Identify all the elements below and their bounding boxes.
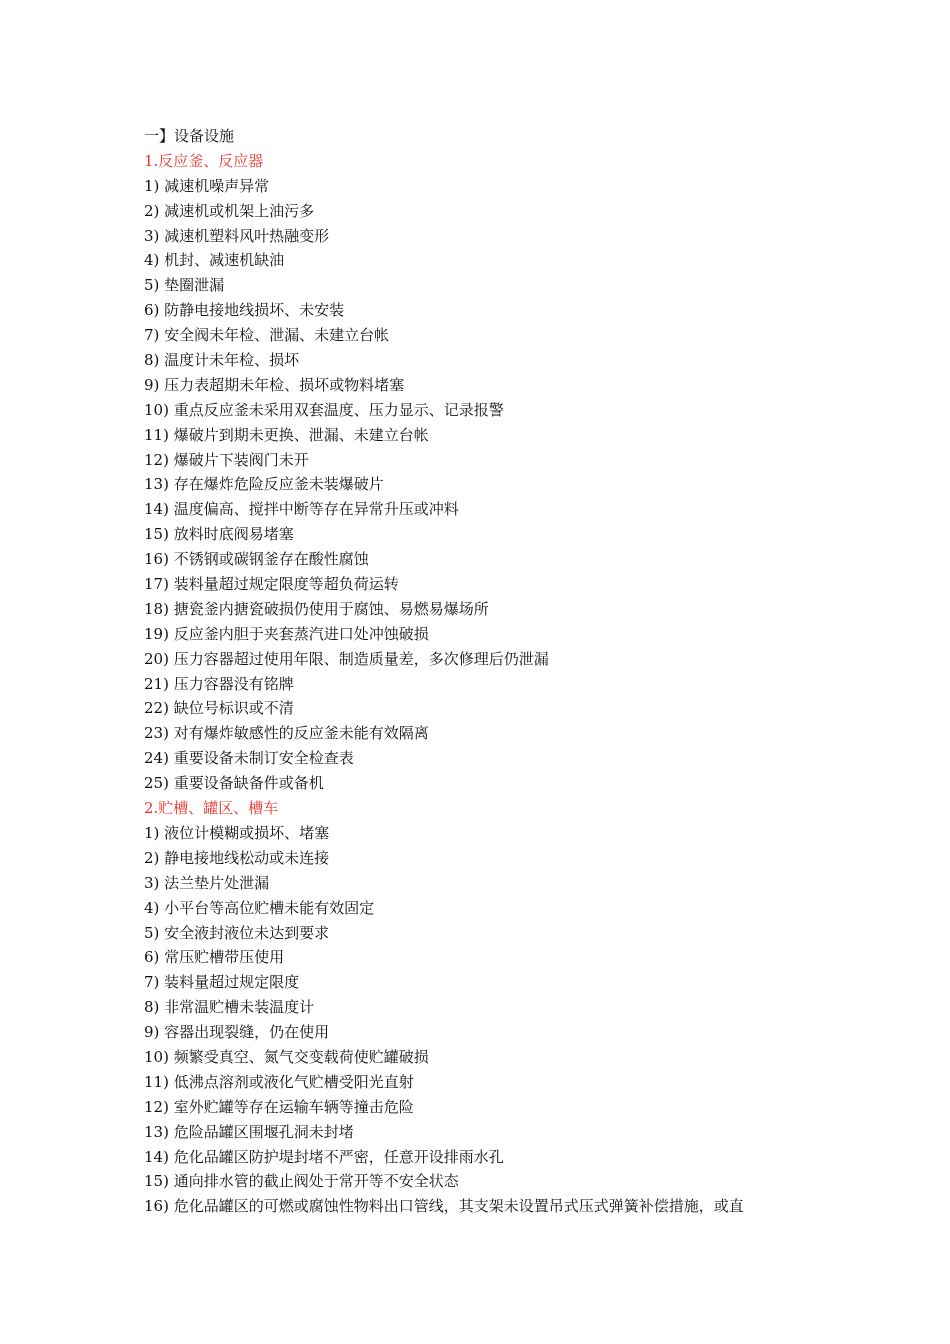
subsection-heading: 1.反应釜、反应器 (144, 151, 264, 170)
section-title: 一】设备设施 (144, 127, 235, 145)
list-item: 6) 常压贮槽带压使用 (144, 948, 285, 967)
list-item: 22) 缺位号标识或不清 (144, 699, 294, 718)
list-item: 4) 机封、减速机缺油 (144, 251, 285, 270)
list-item: 20) 压力容器超过使用年限、制造质量差，多次修理后仍泄漏 (144, 649, 549, 668)
list-item: 17) 装料量超过规定限度等超负荷运转 (144, 575, 399, 594)
list-item: 6) 防静电接地线损坏、未安装 (144, 301, 345, 320)
list-item: 13) 危险品罐区围堰孔洞未封堵 (144, 1122, 354, 1141)
list-item: 5) 安全液封液位未达到要求 (144, 923, 330, 942)
list-item: 3) 法兰垫片处泄漏 (144, 873, 270, 892)
list-item: 11) 低沸点溶剂或液化气贮槽受阳光直射 (144, 1072, 414, 1091)
subsection-heading: 2.贮槽、罐区、槽车 (144, 799, 279, 818)
list-item: 24) 重要设备未制订安全检查表 (144, 749, 354, 768)
list-item: 7) 安全阀未年检、泄漏、未建立台帐 (144, 326, 390, 345)
list-item: 2) 静电接地线松动或未连接 (144, 848, 330, 867)
list-item: 1) 减速机噪声异常 (144, 176, 270, 195)
list-item: 10) 频繁受真空、氮气交变载荷使贮罐破损 (144, 1047, 429, 1066)
list-item: 2) 减速机或机架上油污多 (144, 201, 315, 220)
list-item: 9) 容器出现裂缝，仍在使用 (144, 1023, 330, 1042)
list-item: 4) 小平台等高位贮槽未能有效固定 (144, 898, 375, 917)
list-item: 15) 放料时底阀易堵塞 (144, 525, 294, 544)
list-item: 7) 装料量超过规定限度 (144, 973, 300, 992)
list-item: 16) 危化品罐区的可燃或腐蚀性物料出口管线，其支架未设置吊式压式弹簧补偿措施，或直 (144, 1197, 744, 1216)
list-item: 9) 压力表超期未年检、损坏或物料堵塞 (144, 375, 405, 394)
document-body (144, 124, 834, 1219)
list-item: 5) 垫圈泄漏 (144, 276, 225, 295)
list-item: 8) 温度计未年检、损坏 (144, 351, 300, 370)
list-item: 12) 爆破片下装阀门未开 (144, 450, 309, 469)
list-item: 21) 压力容器没有铭牌 (144, 674, 294, 693)
list-item: 14) 危化品罐区防护堤封堵不严密，任意开设排雨水孔 (144, 1147, 504, 1166)
list-item: 15) 通向排水管的截止阀处于常开等不安全状态 (144, 1172, 459, 1191)
list-item: 14) 温度偏高、搅拌中断等存在异常升压或冲料 (144, 500, 459, 519)
list-item: 10) 重点反应釜未采用双套温度、压力显示、记录报警 (144, 400, 504, 419)
list-item: 19) 反应釜内胆于夹套蒸汽进口处冲蚀破损 (144, 624, 429, 643)
list-item: 12) 室外贮罐等存在运输车辆等撞击危险 (144, 1097, 414, 1116)
list-item: 13) 存在爆炸危险反应釜未装爆破片 (144, 475, 384, 494)
list-item: 1) 液位计模糊或损坏、堵塞 (144, 823, 330, 842)
list-item: 18) 搪瓷釜内搪瓷破损仍使用于腐蚀、易燃易爆场所 (144, 599, 489, 618)
list-item: 16) 不锈钢或碳钢釜存在酸性腐蚀 (144, 550, 369, 569)
list-item: 11) 爆破片到期未更换、泄漏、未建立台帐 (144, 425, 429, 444)
list-item: 8) 非常温贮槽未装温度计 (144, 998, 315, 1017)
list-item: 25) 重要设备缺备件或备机 (144, 774, 324, 793)
list-item: 23) 对有爆炸敏感性的反应釜未能有效隔离 (144, 724, 429, 743)
list-item: 3) 减速机塑料风叶热融变形 (144, 226, 330, 245)
